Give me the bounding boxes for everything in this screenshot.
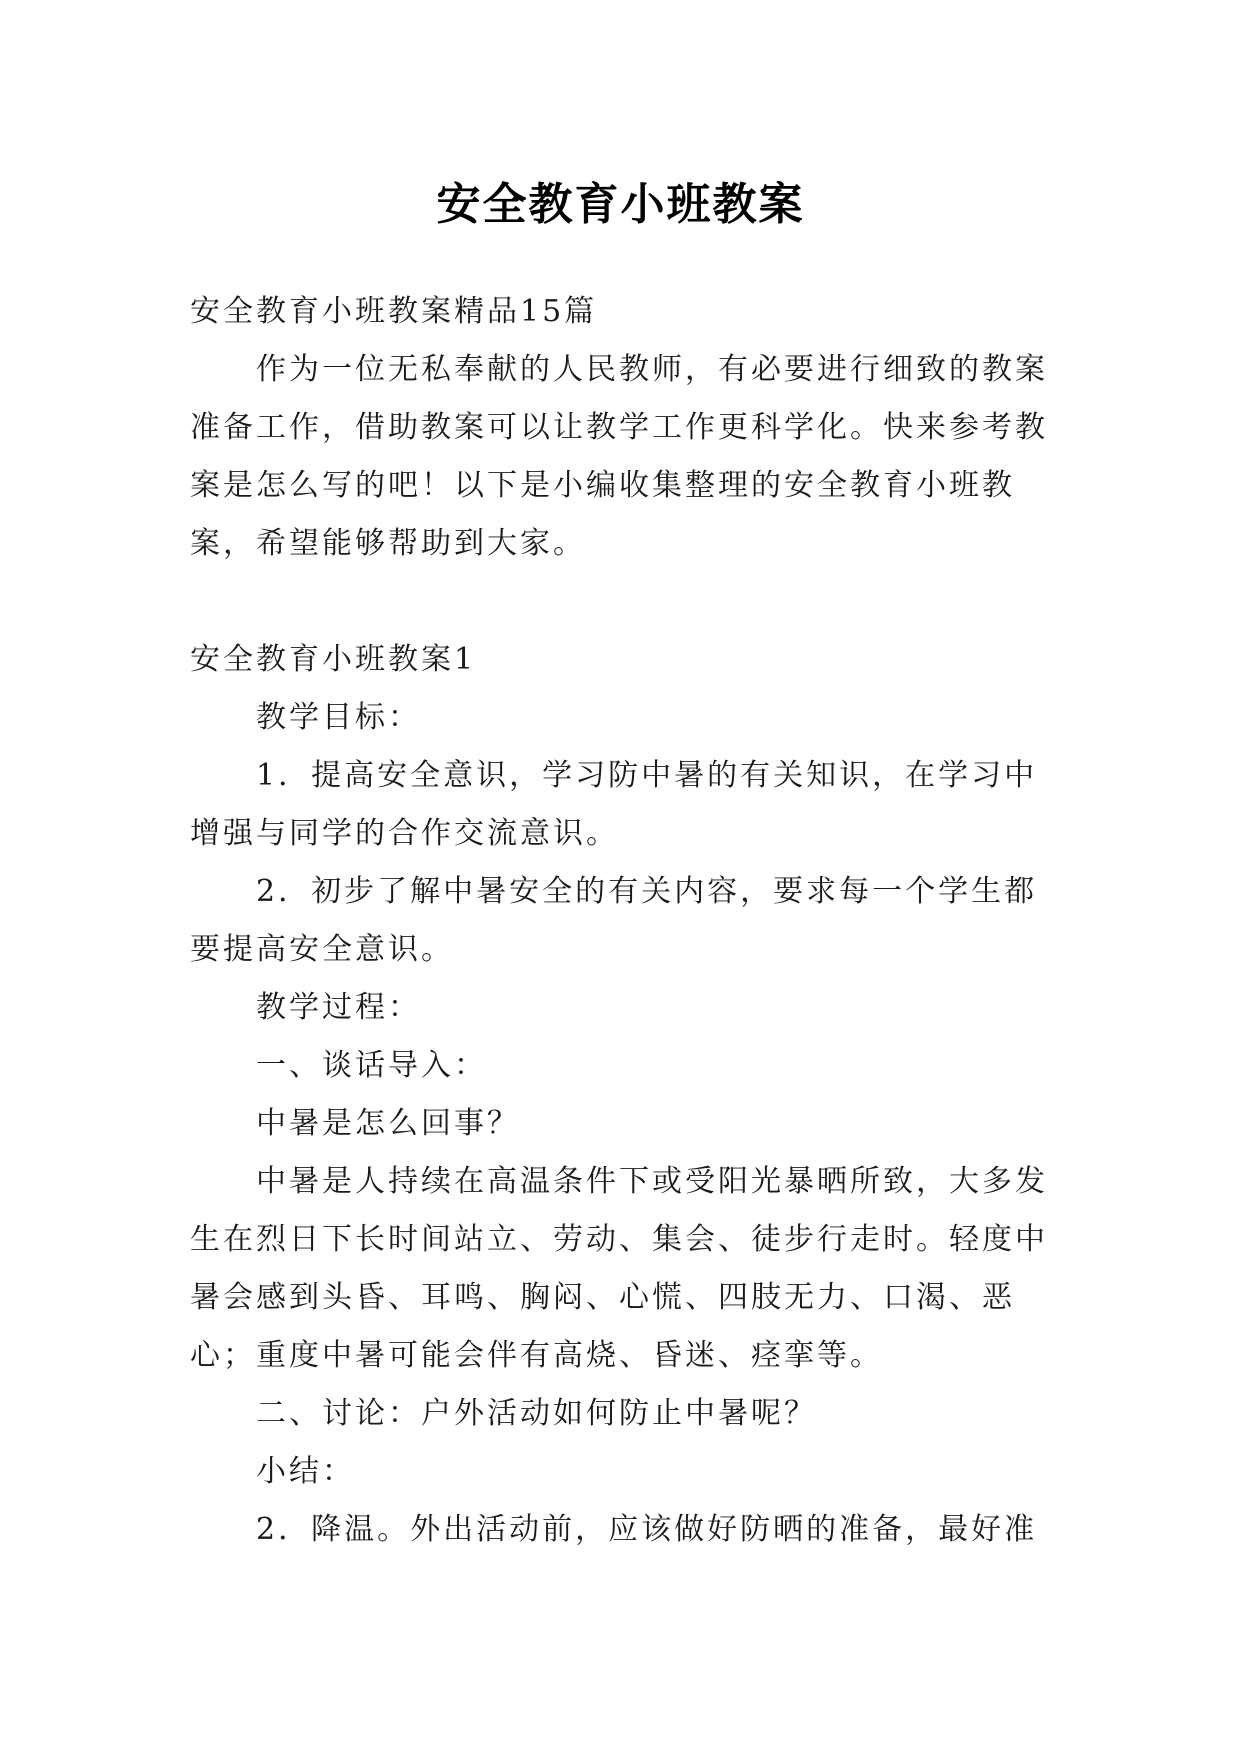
section-heading: 安全教育小班教案1: [190, 642, 477, 677]
paragraph-cooling: 2．降温。外出活动前，应该做好防晒的准备，最好准: [256, 1512, 1038, 1547]
paragraph-discussion: 二、讨论：户外活动如何防止中暑呢？: [256, 1396, 817, 1431]
paragraph-summary: 小结：: [256, 1454, 355, 1489]
paragraph-teaching-process: 教学过程：: [256, 990, 421, 1025]
document-body: [190, 283, 1052, 1559]
paragraph-heatstroke-explanation: 中暑是人持续在高温条件下或受阳光暴晒所致，大多发生在烈日下长时间站立、劳动、集会、徒步行走时。轻度中暑会感到头昏、耳鸣、胸闷、心慌、四肢无力、口渴、恶心；重度中暑可能会伴有高烧、昏迷、痉挛等。: [190, 1164, 1048, 1373]
document-title: 安全教育小班教案: [436, 179, 805, 231]
paragraph-intro-talk: 一、谈话导入：: [256, 1048, 487, 1083]
paragraph-question: 中暑是怎么回事？: [256, 1106, 520, 1141]
paragraph-teaching-goals: 教学目标：: [256, 700, 421, 735]
document-subtitle: 安全教育小班教案精品15篇: [190, 294, 598, 329]
paragraph-goal-2: 2．初步了解中暑安全的有关内容，要求每一个学生都要提高安全意识。: [190, 874, 1038, 967]
paragraph-goal-1: 1．提高安全意识，学习防中暑的有关知识，在学习中增强与同学的合作交流意识。: [190, 758, 1038, 851]
intro-paragraph: 作为一位无私奉献的人民教师，有必要进行细致的教案准备工作，借助教案可以让教学工作更科学化。快来参考教案是怎么写的吧！以下是小编收集整理的安全教育小班教案，希望能够帮助到大家。: [190, 352, 1048, 561]
